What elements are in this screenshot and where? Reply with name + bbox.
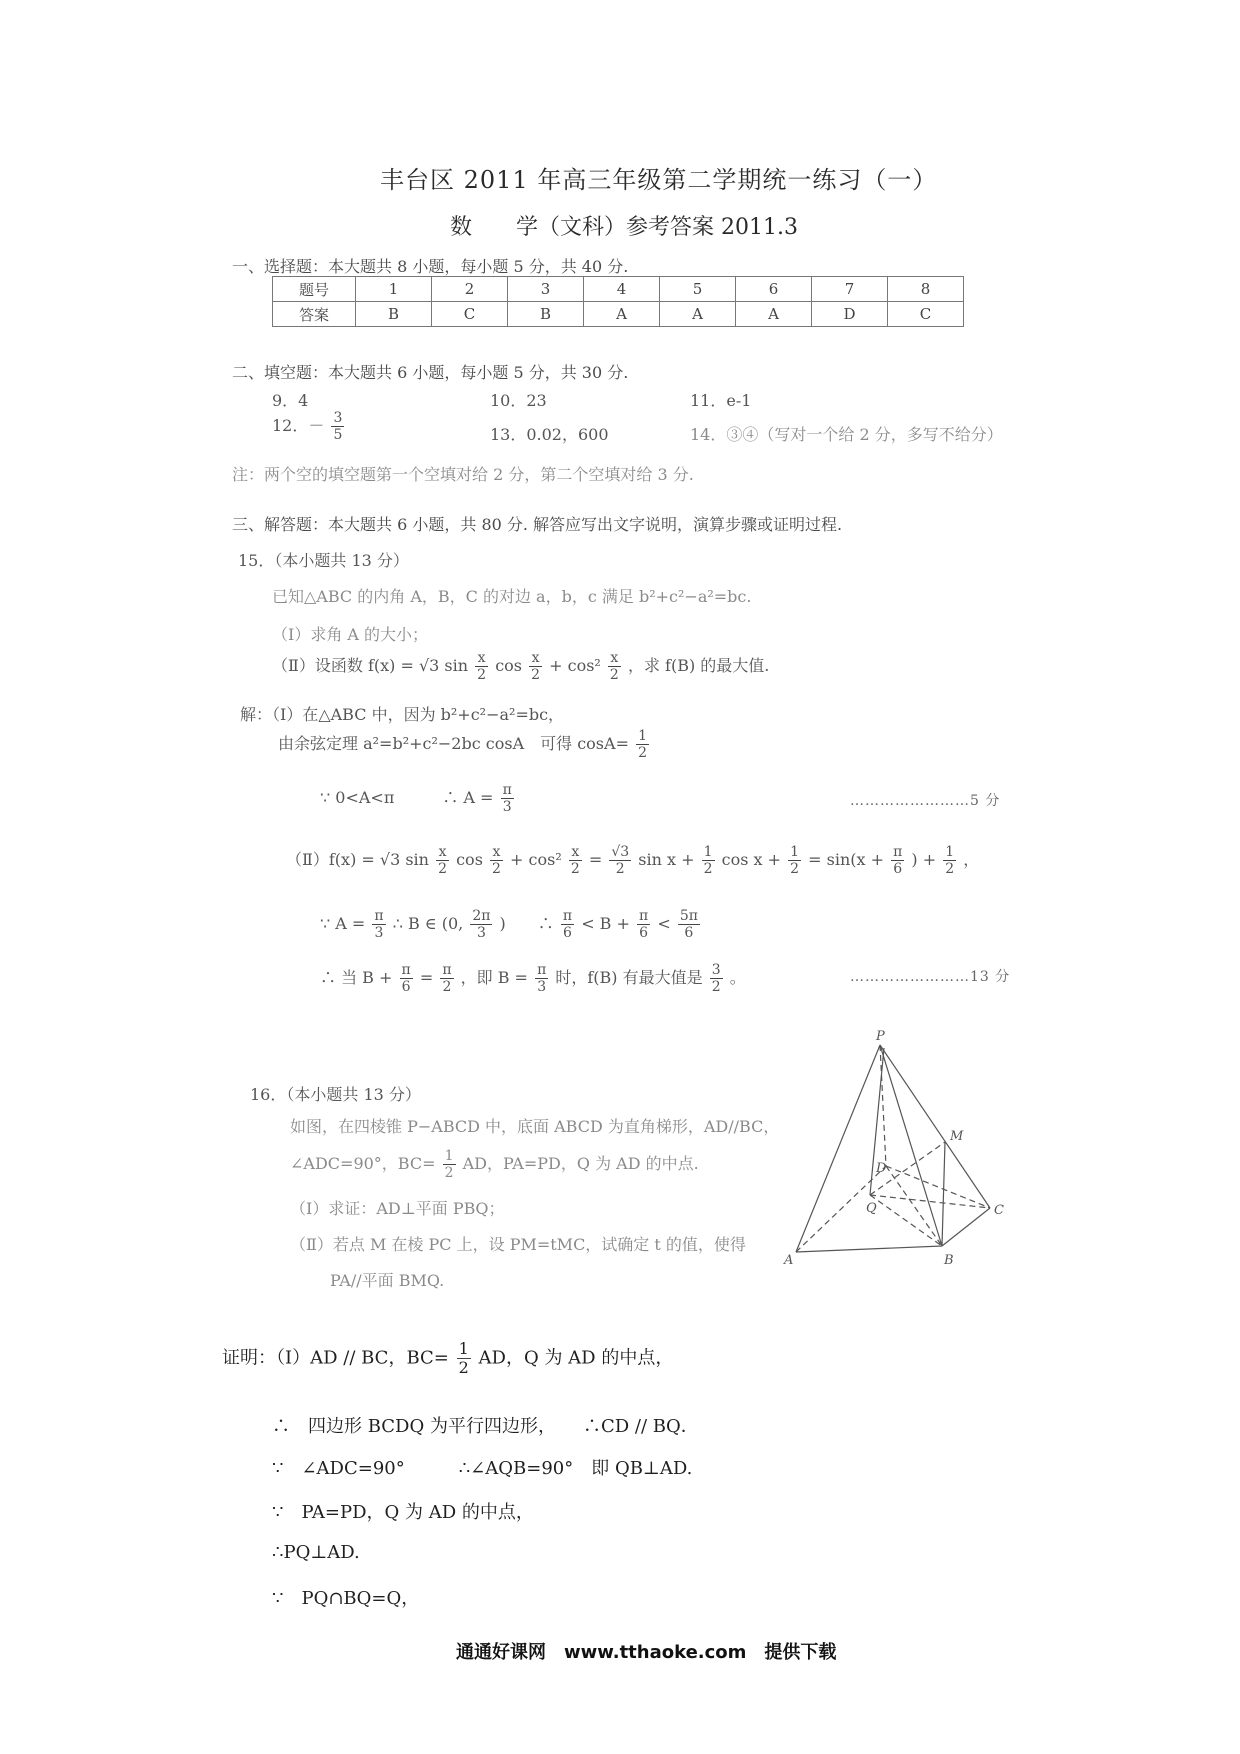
fill-item-13: 13．0.02，600 xyxy=(490,425,609,444)
fraction-numerator: π xyxy=(537,962,547,978)
text: ，求 f(B) 的最大值. xyxy=(627,656,770,675)
table-cell: B xyxy=(508,302,584,327)
fraction-denominator: 2 xyxy=(615,861,625,877)
text: = xyxy=(419,968,434,987)
table-cell: A xyxy=(736,302,812,327)
fraction-numerator: x xyxy=(475,650,488,667)
text: ) ∴ xyxy=(499,914,554,933)
fraction xyxy=(943,844,956,877)
fraction xyxy=(529,650,542,683)
q16-title: 16．（本小题共 13 分） xyxy=(250,1085,421,1104)
proof-line-1 xyxy=(222,1340,673,1377)
fraction-numerator: π xyxy=(401,962,411,978)
fraction-numerator: 5π xyxy=(679,908,698,924)
label-a: A xyxy=(784,1253,794,1268)
table-row xyxy=(273,302,964,327)
fraction xyxy=(470,908,492,941)
fraction-denominator: 2 xyxy=(790,861,800,877)
fraction-numerator: 3 xyxy=(711,962,721,978)
text: AD，PA=PD，Q 为 AD 的中点. xyxy=(462,1154,699,1173)
fraction-denominator: 2 xyxy=(570,861,580,877)
fraction-denominator: 2 xyxy=(531,667,541,683)
q16-part2: （Ⅱ）若点 M 在棱 PC 上，设 PM=tMC，试确定 t 的值，使得 xyxy=(290,1235,746,1254)
fraction-denominator: 6 xyxy=(684,925,694,941)
fraction xyxy=(436,844,449,877)
fraction-denominator: 3 xyxy=(476,925,486,941)
fraction xyxy=(569,844,582,877)
table-cell: B xyxy=(356,302,432,327)
edge-mb xyxy=(942,1142,945,1246)
text: cos xyxy=(456,850,483,869)
q15-part2 xyxy=(272,650,769,683)
text: = sin(x + xyxy=(808,850,885,869)
fraction-numerator: x xyxy=(436,844,449,861)
text: AD，Q 为 AD 的中点， xyxy=(478,1347,674,1369)
fraction-denominator: 3 xyxy=(502,799,512,815)
fraction-numerator: 1 xyxy=(790,844,800,860)
edge-pc xyxy=(880,1045,990,1208)
table-cell: 5 xyxy=(660,277,736,302)
text: ， xyxy=(963,850,980,869)
fraction xyxy=(475,650,488,683)
label-p: P xyxy=(876,1030,885,1044)
fraction-numerator: x xyxy=(490,844,503,861)
proof-line-5: ∴PQ⊥AD. xyxy=(272,1542,360,1563)
fraction xyxy=(400,962,413,995)
edge-bc xyxy=(942,1208,990,1246)
text: sin x + xyxy=(638,850,695,869)
fraction-numerator: 1 xyxy=(458,1339,469,1358)
fraction-denominator: 6 xyxy=(401,979,411,995)
table-cell: C xyxy=(432,302,508,327)
q15-solution-3 xyxy=(320,782,516,815)
proof-line-4: ∵ PA=PD，Q 为 AD 的中点， xyxy=(272,1502,534,1523)
fraction xyxy=(443,1148,456,1181)
fraction-denominator: 2 xyxy=(609,667,619,683)
fraction-denominator: 3 xyxy=(374,925,384,941)
q16-part2-cont: PA//平面 BMQ. xyxy=(330,1271,445,1290)
label-c: C xyxy=(994,1203,1004,1218)
fraction xyxy=(440,962,453,995)
table-row xyxy=(273,277,964,302)
fraction-numerator: 2π xyxy=(472,908,491,924)
table-cell: D xyxy=(812,302,888,327)
fraction-numerator: π xyxy=(442,962,452,978)
section1-heading: 一、选择题：本大题共 8 小题，每小题 5 分，共 40 分. xyxy=(232,257,629,276)
section3-heading: 三、解答题：本大题共 6 小题，共 80 分. 解答应写出文字说明，演算步骤或证明过程. xyxy=(232,515,843,534)
text: = xyxy=(588,850,603,869)
fraction xyxy=(372,908,385,941)
table-cell: A xyxy=(584,302,660,327)
fraction-denominator: 2 xyxy=(703,861,713,877)
fraction-denominator: 2 xyxy=(477,667,487,683)
text: cos x + xyxy=(721,850,782,869)
fraction-numerator: π xyxy=(639,908,649,924)
text: ，即 B = xyxy=(460,968,528,987)
fraction-denominator: 6 xyxy=(639,925,649,941)
proof-line-2: ∴ 四边形 BCDQ 为平行四边形， ∴CD // BQ． xyxy=(272,1416,699,1437)
text: 时，f(B) 有最大值是 xyxy=(555,968,703,987)
table-cell: C xyxy=(888,302,964,327)
label-d: D xyxy=(876,1161,887,1176)
fraction-numerator: x xyxy=(569,844,582,861)
score-marker-13: ……………………13 分 xyxy=(850,969,1011,985)
fraction xyxy=(561,908,574,941)
fraction-denominator: 6 xyxy=(563,925,572,941)
fraction-numerator: 1 xyxy=(703,844,713,860)
fraction xyxy=(636,728,649,761)
fill-item-12 xyxy=(272,410,346,443)
fraction xyxy=(490,844,503,877)
fill-item-9: 9．4 xyxy=(272,391,309,410)
q15-solution-6 xyxy=(320,962,746,995)
fraction-denominator: 2 xyxy=(638,745,647,761)
q15-part1: （Ⅰ）求角 A 的大小； xyxy=(272,625,429,644)
table-cell: 1 xyxy=(356,277,432,302)
text: （Ⅱ）设函数 f(x) = √3 sin xyxy=(272,656,469,675)
fill-item-11: 11．e-1 xyxy=(690,391,752,410)
fraction-numerator: √3 xyxy=(611,844,630,860)
pyramid-figure xyxy=(780,1030,1010,1270)
fraction xyxy=(535,962,548,995)
table-cell: 4 xyxy=(584,277,660,302)
table-cell: 7 xyxy=(812,277,888,302)
fraction-numerator: 1 xyxy=(945,844,955,860)
edge-dc xyxy=(886,1166,990,1208)
text: + cos² xyxy=(510,850,562,869)
q16-statement-2 xyxy=(290,1148,699,1181)
edge-qb xyxy=(870,1195,942,1246)
fraction-denominator: 2 xyxy=(711,979,721,995)
text: 。 xyxy=(729,968,746,987)
text: ) + xyxy=(911,850,937,869)
text: + cos² xyxy=(549,656,601,675)
text: 证明：（Ⅰ）AD // BC，BC= xyxy=(222,1347,449,1369)
fraction-numerator: 1 xyxy=(444,1148,454,1164)
fraction-numerator: π xyxy=(502,782,512,798)
fraction-numerator: 3 xyxy=(333,410,343,426)
q15-title: 15．（本小题共 13 分） xyxy=(238,551,409,570)
edge-pb xyxy=(880,1045,942,1246)
score-marker-5: ……………………5 分 xyxy=(850,793,1001,809)
page-footer: 通通好课网 www.tthaoke.com 提供下载 xyxy=(456,1642,837,1663)
document-subtitle: 数 学（文科）参考答案 2011.3 xyxy=(450,215,798,240)
fraction-denominator: 2 xyxy=(945,861,955,877)
fraction-denominator: 5 xyxy=(333,427,343,443)
fraction xyxy=(609,844,631,877)
q15-solution-4 xyxy=(286,844,979,877)
proof-line-3: ∵ ∠ADC=90° ∴∠AQB=90° 即 QB⊥AD. xyxy=(272,1458,693,1479)
fraction-denominator: 2 xyxy=(492,861,501,877)
q16-part1: （Ⅰ）求证：AD⊥平面 PBQ； xyxy=(290,1199,505,1218)
text: ∴ 当 B + xyxy=(320,968,393,987)
proof-line-6: ∵ PQ∩BQ=Q， xyxy=(272,1588,420,1609)
fill-item-14: 14．③④（写对一个给 2 分，多写不给分） xyxy=(690,425,1003,444)
table-cell: 8 xyxy=(888,277,964,302)
label-b: B xyxy=(944,1253,954,1268)
text: cos xyxy=(495,656,522,675)
fraction-denominator: 2 xyxy=(444,1165,454,1181)
fraction xyxy=(678,908,700,941)
q15-solution-2 xyxy=(278,728,651,761)
fraction-numerator: 1 xyxy=(638,728,647,744)
fill-note: 注：两个空的填空题第一个空填对给 2 分，第二个空填对给 3 分. xyxy=(232,465,694,484)
text: < B + xyxy=(581,914,630,933)
fraction xyxy=(501,782,514,815)
fraction-denominator: 2 xyxy=(442,979,452,995)
fraction xyxy=(891,844,904,877)
text: < xyxy=(657,914,671,933)
fraction xyxy=(702,844,715,877)
fill-item-10: 10．23 xyxy=(490,391,547,410)
text: ∵ A = xyxy=(320,914,366,933)
fraction-numerator: x xyxy=(608,650,621,667)
edge-ab xyxy=(796,1246,942,1252)
label-m: M xyxy=(950,1129,964,1144)
fraction-numerator: π xyxy=(893,844,903,860)
text: ∵ 0<A<π ∴ A = xyxy=(320,788,494,807)
q15-solution-5 xyxy=(320,908,702,941)
fraction-denominator: 6 xyxy=(893,861,903,877)
q15-solution-1: 解：（Ⅰ）在△ABC 中，因为 b²+c²−a²=bc， xyxy=(240,705,565,724)
table-cell: 3 xyxy=(508,277,584,302)
text: 由余弦定理 a²=b²+c²−2bc cosA 可得 cosA= xyxy=(278,734,629,753)
fraction xyxy=(788,844,801,877)
text: （Ⅱ）f(x) = √3 sin xyxy=(286,850,429,869)
document-title: 丰台区 2011 年高三年级第二学期统一练习（一） xyxy=(380,166,938,194)
text: ∴ B ∈ (0, xyxy=(392,914,464,933)
fraction-numerator: x xyxy=(529,650,542,667)
section2-heading: 二、填空题：本大题共 6 小题，每小题 5 分，共 30 分. xyxy=(232,363,629,382)
edge-pa xyxy=(796,1045,880,1252)
text: ∠ADC=90°，BC= xyxy=(290,1154,436,1173)
fraction-denominator: 2 xyxy=(458,1358,469,1377)
fraction xyxy=(710,962,723,995)
fraction xyxy=(331,410,344,443)
table-cell: 6 xyxy=(736,277,812,302)
fraction-denominator: 2 xyxy=(438,861,447,877)
fraction xyxy=(457,1340,471,1377)
q15-statement: 已知△ABC 的内角 A，B，C 的对边 a，b，c 满足 b²+c²−a²=bc. xyxy=(272,587,752,606)
q16-statement-1: 如图，在四棱锥 P−ABCD 中，底面 ABCD 为直角梯形，AD//BC， xyxy=(290,1117,780,1136)
fraction-numerator: π xyxy=(374,908,384,924)
table-cell: A xyxy=(660,302,736,327)
edge-db xyxy=(886,1166,942,1246)
table-cell: 2 xyxy=(432,277,508,302)
fraction-denominator: 3 xyxy=(537,979,547,995)
fraction xyxy=(608,650,621,683)
label-q: Q xyxy=(866,1201,877,1216)
fraction xyxy=(637,908,650,941)
fill-item-12-prefix: 12．－ xyxy=(272,416,325,435)
fraction-numerator: π xyxy=(562,908,573,924)
answer-table xyxy=(272,276,964,327)
table-header-cell: 答案 xyxy=(273,302,356,327)
table-header-cell: 题号 xyxy=(273,277,356,302)
